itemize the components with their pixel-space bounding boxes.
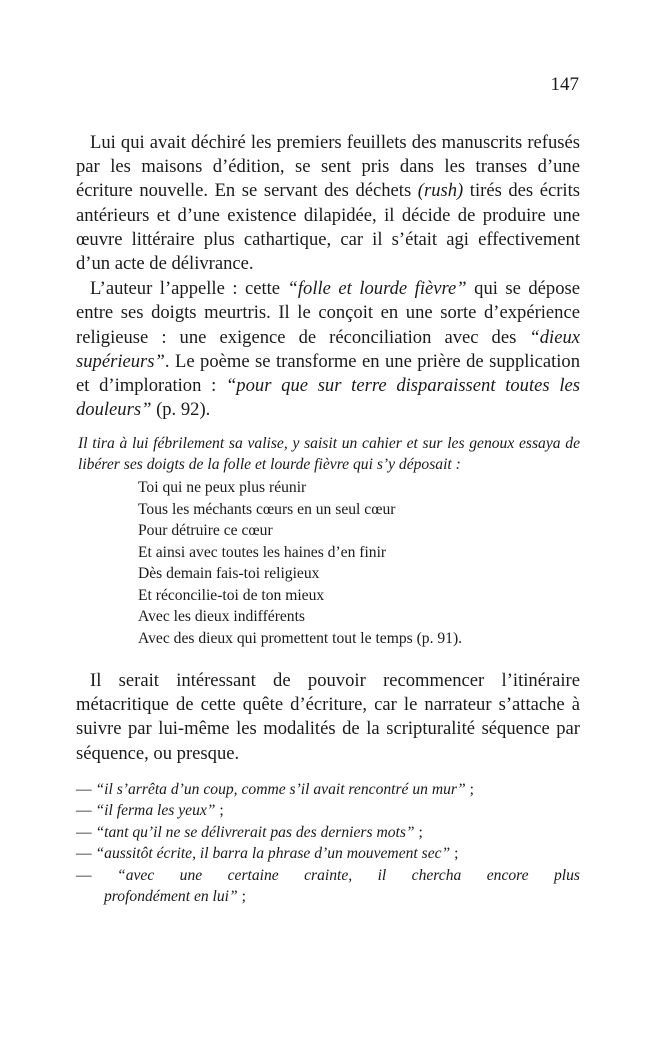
- poem-line: Dès demain fais-toi religieux: [138, 565, 320, 583]
- paragraph-2: L’auteur l’appelle : cette “folle et lourde fièvre” qui se dépose entre ses doigts meurtris. Il le conçoit en une sorte d’expérience religieuse : une exigence de réconciliation avec des “dieux supérieurs”. Le poème se transforme en une prière de supplication et d’imploration : “pour que sur terre disparaissent toutes les douleurs” (p. 92).: [76, 278, 580, 421]
- quote-item: — “tant qu’il ne se délivrerait pas des derniers mots” ;: [76, 823, 423, 841]
- page-number: 147: [550, 74, 579, 95]
- poem-line: Et réconcilie-toi de ton mieux: [138, 586, 325, 604]
- paragraph-3: Il serait intéressant de pouvoir recommencer l’itinéraire métacritique de cette quête d’écriture, car le narrateur s’attache à suivre par lui-même les modalités de la scripturalité séquence par séquence, ou presque.: [76, 670, 580, 764]
- poem-line: Avec des dieux qui promettent tout le temps (p. 91).: [138, 629, 463, 647]
- quote-list: [76, 779, 580, 908]
- poem-line: Et ainsi avec toutes les haines d’en finir: [138, 543, 387, 561]
- paragraph-1: Lui qui avait déchiré les premiers feuillets des manuscrits refusés par les maisons d’édition, se sent pris dans les transes d’une écriture nouvelle. En se servant des déchets (rush) tirés des écrits antérieurs et d’une existence dilapidée, il décide de produire une œuvre littéraire plus cathartique, car il s’était agi effectivement d’un acte de délivrance.: [76, 132, 580, 275]
- quote-item: — “aussitôt écrite, il barra la phrase d’un mouvement sec” ;: [76, 845, 459, 863]
- poem-line: Avec les dieux indifférents: [138, 608, 306, 626]
- quote-item: — “il s’arrêta d’un coup, comme s’il avait rencontré un mur” ;: [76, 780, 474, 798]
- quote-item: — “il ferma les yeux” ;: [76, 802, 224, 820]
- poem-line: Toi qui ne peux plus réunir: [138, 479, 307, 497]
- poem: [138, 477, 580, 649]
- poem-line: Pour détruire ce cœur: [138, 522, 273, 540]
- poem-line: Tous les méchants cœurs en un seul cœur: [138, 500, 396, 518]
- page-body: [76, 131, 580, 908]
- block-quote: Il tira à lui fébrilement sa valise, y saisit un cahier et sur les genoux essaya de libérer ses doigts de la folle et lourde fièvre qui s’y déposait :: [78, 435, 580, 474]
- quote-item-continuation: profondément en lui” ;: [104, 888, 246, 906]
- quote-item: — “avec une certaine crainte, il chercha encore plus: [76, 866, 580, 884]
